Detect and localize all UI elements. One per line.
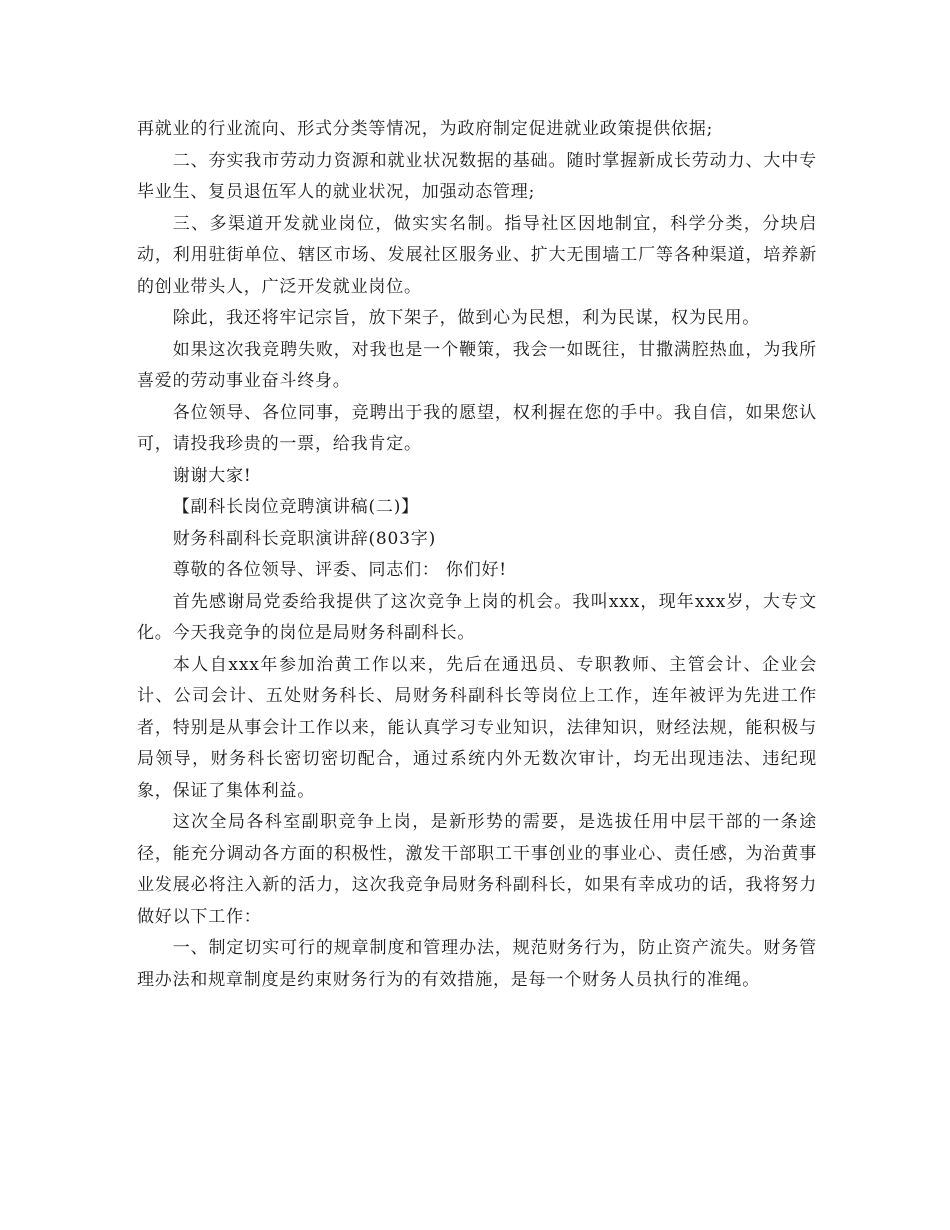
paragraph: 各位领导、各位同事，竞聘出于我的愿望，权利握在您的手中。我自信，如果您认可，请投我珍贵的一票，给我肯定。: [137, 402, 817, 454]
paragraph: 二、夯实我市劳动力资源和就业状况数据的基础。随时掌握新成长劳动力、大中专毕业生、复员退伍军人的就业状况，加强动态管理;: [137, 150, 817, 202]
document-body: [137, 114, 817, 996]
speech-title: 财务科副科长竞职演讲辞(803字): [172, 528, 436, 549]
paragraph: 本人自xxx年参加治黄工作以来，先后在通迅员、专职教师、主管会计、企业会计、公司会计、五处财务科长、局财务科副科长等岗位上工作，连年被评为先进工作者，特别是从事会计工作以来，能认真学习专业知识，法律知识，财经法规，能积极与局领导，财务科长密切密切配合，通过系统内外无数次审计，均无出现违法、违纪现象，保证了集体利益。: [137, 654, 817, 801]
paragraph: 除此，我还将牢记宗旨，放下架子，做到心为民想，利为民谋，权为民用。: [172, 308, 761, 328]
paragraph: 一、制定切实可行的规章制度和管理办法，规范财务行为，防止资产流失。财务管理办法和规章制度是约束财务行为的有效措施，是每一个财务人员执行的准绳。: [137, 938, 817, 990]
section-heading: 【副科长岗位竞聘演讲稿(二)】: [172, 497, 419, 517]
paragraph: 再就业的行业流向、形式分类等情况，为政府制定促进就业政策提供依据;: [137, 119, 714, 139]
paragraph: 这次全局各科室副职竞争上岗，是新形势的需要，是选拔任用中层干部的一条途径，能充分调动各方面的积极性，激发干部职工干事创业的事业心、责任感，为治黄事业发展必将注入新的活力，这次我竞争局财务科副科长，如果有幸成功的话，我将努力做好以下工作：: [137, 812, 817, 927]
paragraph: 如果这次我竞聘失败，对我也是一个鞭策，我会一如既往，甘撒满腔热血，为我所喜爱的劳动事业奋斗终身。: [137, 339, 817, 391]
salutation: 尊敬的各位领导、评委、同志们： 你们好!: [172, 560, 507, 580]
paragraph: 首先感谢局党委给我提供了这次竞争上岗的机会。我叫xxx，现年xxx岁，大专文化。今天我竞争的岗位是局财务科副科长。: [137, 591, 817, 643]
closing-thanks: 谢谢大家!: [172, 465, 252, 486]
paragraph: 三、多渠道开发就业岗位，做实实名制。指导社区因地制宜，科学分类，分块启动，利用驻街单位、辖区市场、发展社区服务业、扩大无围墙工厂等各种渠道，培养新的创业带头人，广泛开发就业岗位。: [137, 213, 817, 297]
